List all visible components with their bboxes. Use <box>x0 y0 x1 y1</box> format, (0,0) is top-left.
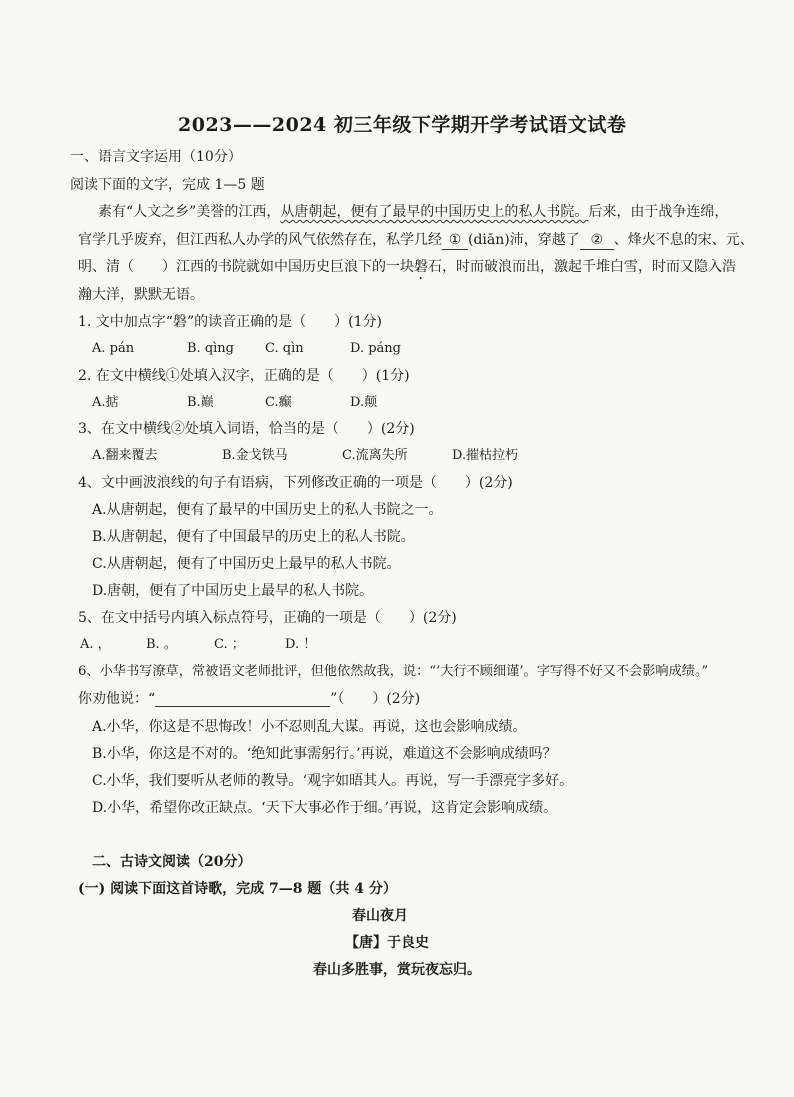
blank-2: ② <box>580 231 614 250</box>
question-3-option-a: A.翻来覆去 <box>92 448 158 463</box>
passage-text: 官学几乎废弃，但江西私人办学的风气依然存在，私学几经 <box>78 232 442 248</box>
question-3-stem: 3、在文中横线②处填入词语，恰当的是（ ）(2分) <box>78 421 415 437</box>
question-4-option-d: D.唐朝，便有了中国历史上最早的私人书院。 <box>92 583 374 599</box>
question-1-option-d: D. páng <box>350 341 401 356</box>
section2-sub-heading: (一) 阅读下面这首诗歌，完成 7—8 题（共 4 分） <box>78 881 397 897</box>
poem-author: 【唐】于良史 <box>345 935 429 951</box>
section1-heading: 一、语言文字运用（10分） <box>70 149 242 165</box>
question-5-option-b: B. 。 <box>146 637 177 652</box>
question-6-score: ”（ ）(2分) <box>330 691 421 707</box>
question-2-option-c: C.癫 <box>265 395 292 410</box>
question-5-option-a: A. ， <box>80 637 111 652</box>
passage-line-3 <box>78 258 736 283</box>
answer-blank-line <box>155 692 330 707</box>
question-6-option-c: C.小华，我们要听从老师的教导。‘观字如晤其人。再说，写一手漂亮字多好。 <box>92 773 574 789</box>
question-3-option-d: D.摧枯拉朽 <box>452 448 519 463</box>
wavy-underlined-sentence: 从唐朝起，便有了最早的中国历史上的私人书院。 <box>280 204 589 220</box>
passage-text: 素有“人文之乡”美誉的江西， <box>98 204 281 220</box>
passage-text: 、烽火不息的宋、元、 <box>613 232 754 248</box>
question-6-option-b: B.小华，你这是不对的。‘绝知此事需躬行。’再说，难道这不会影响成绩吗？ <box>92 746 557 762</box>
question-1-stem: 1. 文中加点字“磐”的读音正确的是（ ）(1分) <box>78 314 382 330</box>
poem-line-1: 春山多胜事，赏玩夜忘归。 <box>313 962 481 978</box>
passage-text: (diān)沛，穿越了 <box>468 232 580 248</box>
question-3-option-b: B.金戈铁马 <box>222 448 288 463</box>
question-2-stem: 2. 在文中横线①处填入汉字，正确的是（ ）(1分) <box>78 368 410 384</box>
question-3-option-c: C.流离失所 <box>342 448 408 463</box>
passage-line-2 <box>78 231 754 250</box>
question-2-option-d: D.颠 <box>350 395 378 410</box>
question-1-option-b: B. qìng <box>187 341 234 356</box>
question-6-prompt: 你劝他说：“ <box>78 691 156 707</box>
question-5-stem: 5、在文中括号内填入标点符号，正确的一项是（ ）(2分) <box>78 610 457 626</box>
question-5-option-c: C. ； <box>214 637 245 652</box>
section2-heading: 二、古诗文阅读（20分） <box>92 854 252 870</box>
question-6-stem-line-1: 6、小华书写潦草，常被语文老师批评，但他依然故我，说：“‘大行不顾细谨’。字写得不好又不会影响成绩。” <box>78 664 709 679</box>
dotted-character: 磐 <box>414 259 428 275</box>
question-4-option-a: A.从唐朝起，便有了最早的中国历史上的私人书院之一。 <box>92 502 443 518</box>
question-1-option-c: C. qìn <box>265 341 304 356</box>
passage-line-1 <box>98 203 728 221</box>
question-4-option-b: B.从唐朝起，便有了中国最早的历史上的私人书院。 <box>92 529 415 545</box>
section1-instruction: 阅读下面的文字，完成 1—5 题 <box>70 177 265 193</box>
question-5-option-d: D. ！ <box>285 637 317 652</box>
poem-title: 春山夜月 <box>352 908 408 924</box>
question-4-option-c: C.从唐朝起，便有了中国历史上最早的私人书院。 <box>92 556 401 572</box>
question-2-option-a: A.掂 <box>92 395 119 410</box>
question-6-option-a: A.小华，你这是不思悔改！小不忍则乱大谋。再说，这也会影响成绩。 <box>92 719 527 735</box>
question-4-stem: 4、文中画波浪线的句子有语病，下列修改正确的一项是（ ）(2分) <box>78 475 513 491</box>
question-1-option-a: A. pán <box>92 341 135 356</box>
question-2-option-b: B.巅 <box>187 395 214 410</box>
passage-line-4: 瀚大洋，默默无语。 <box>78 287 204 303</box>
passage-text: 后来，由于战争连绵， <box>588 204 729 220</box>
exam-title: 2023——2024 初三年级下学期开学考试语文试卷 <box>178 114 627 136</box>
question-6-option-d: D.小华，希望你改正缺点。‘天下大事必作于细。’再说，这肯定会影响成绩。 <box>92 800 558 816</box>
question-6-stem-line-2 <box>78 690 420 708</box>
blank-1: ① <box>442 231 468 250</box>
passage-text: 石，时而破浪而出，激起千堆白雪，时而又隐入浩 <box>428 259 736 275</box>
passage-text: 明、清（ ）江西的书院就如中国历史巨浪下的一块 <box>78 259 414 275</box>
